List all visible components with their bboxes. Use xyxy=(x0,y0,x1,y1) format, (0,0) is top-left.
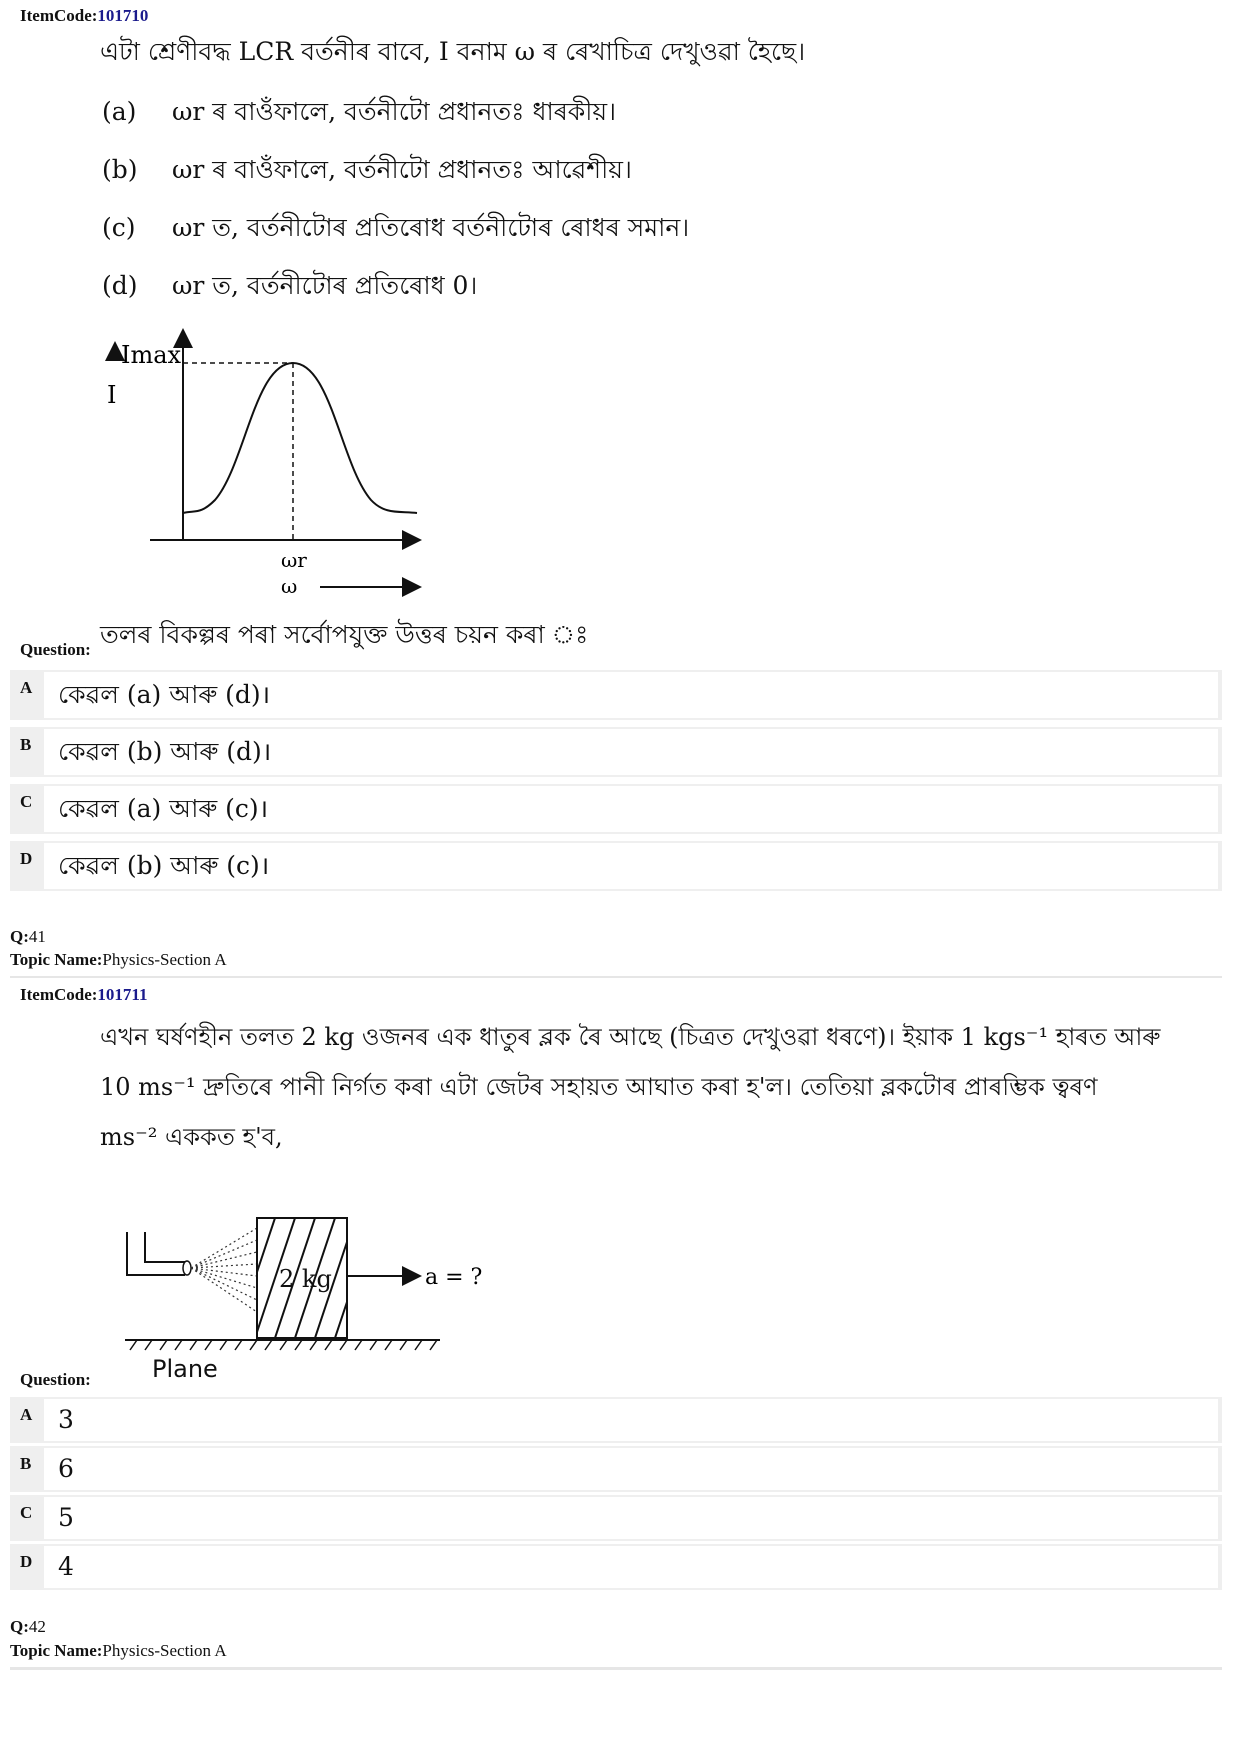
option-letter: D xyxy=(20,1552,33,1571)
omega-r-label: ωr xyxy=(281,548,307,572)
topic-label: Topic Name: xyxy=(10,1641,103,1660)
topic-label: Topic Name: xyxy=(10,950,103,969)
option-text: 3 xyxy=(44,1399,1218,1441)
statement-a-label: (a) xyxy=(102,97,137,126)
imax-label: Imax xyxy=(121,341,182,369)
option-c[interactable] xyxy=(10,784,1222,834)
question-instruction: তলৰ বিকল্পৰ পৰা সৰ্বোপযুক্ত উত্তৰ চয়ন কৰা ঃ xyxy=(100,620,589,649)
i-label: I xyxy=(107,381,117,409)
option-c[interactable] xyxy=(10,1495,1222,1541)
acceleration-label: a = ? xyxy=(425,1265,483,1290)
option-letter: A xyxy=(20,1405,33,1424)
option-text: কেৱল (a) আৰু (c)। xyxy=(44,786,1218,832)
question-stem xyxy=(100,1012,1210,1162)
option-text: 5 xyxy=(44,1497,1218,1539)
question-number xyxy=(10,927,46,947)
option-text: 4 xyxy=(44,1546,1218,1588)
stem-line: এখন ঘৰ্ষণহীন তলত 2 kg ওজনৰ এক ধাতুৰ ব্লক ৰৈ আছে (চিত্ৰত দেখুওৱা ধৰণে)। ইয়াক 1 kgs⁻¹ হাৰত আৰু xyxy=(100,1023,1161,1051)
option-letter: C xyxy=(20,792,33,811)
option-text: 6 xyxy=(44,1448,1218,1490)
topic-name xyxy=(10,950,227,970)
topic-value: Physics-Section A xyxy=(102,1641,227,1660)
item-code-value: 101711 xyxy=(97,985,148,1004)
option-d[interactable] xyxy=(10,841,1222,891)
q-number: 41 xyxy=(28,927,46,946)
item-code xyxy=(20,6,148,26)
statement-a-text: ωr ৰ বাওঁফালে, বৰ্তনীটো প্ৰধানতঃ ধাৰকীয়। xyxy=(172,97,617,126)
item-code-value: 101710 xyxy=(97,6,149,25)
option-letter: B xyxy=(20,1454,32,1473)
statement-b-label: (b) xyxy=(102,155,138,184)
option-text: কেৱল (b) আৰু (c)। xyxy=(44,843,1218,889)
item-code-label: ItemCode: xyxy=(20,6,98,25)
statement-c-text: ωr ত, বৰ্তনীটোৰ প্ৰতিৰোধ বৰ্তনীটোৰ ৰোধৰ সমান। xyxy=(172,213,690,242)
block-label: 2 kg xyxy=(279,1265,332,1293)
plane-label: Plane xyxy=(152,1355,218,1383)
statement-d-label: (d) xyxy=(102,271,138,300)
question-stem: এটা শ্ৰেণীবদ্ধ LCR বৰ্তনীৰ বাবে, I বনাম ω ৰ ৰেখাচিত্ৰ দেখুওৱা হৈছে। xyxy=(100,37,806,66)
stem-line: ms⁻² এককত হ'ব, xyxy=(100,1123,283,1151)
option-letter: C xyxy=(20,1503,33,1522)
statement-c-label: (c) xyxy=(102,213,136,242)
q-label: Q: xyxy=(10,927,29,946)
option-letter: B xyxy=(20,735,32,754)
option-text: কেৱল (a) আৰু (d)। xyxy=(44,672,1218,718)
item-code-label: ItemCode: xyxy=(20,985,98,1004)
option-d[interactable] xyxy=(10,1544,1222,1590)
option-b[interactable] xyxy=(10,1446,1222,1492)
resonance-curve xyxy=(183,363,417,513)
topic-value: Physics-Section A xyxy=(102,950,227,969)
topic-name xyxy=(10,1641,227,1661)
statement-d-text: ωr ত, বৰ্তনীটোৰ প্ৰতিৰোধ 0। xyxy=(172,271,478,300)
omega-label: ω xyxy=(281,574,298,598)
question-number xyxy=(10,1617,46,1637)
q-label: Q: xyxy=(10,1617,29,1636)
option-letter: A xyxy=(20,678,33,697)
option-text: কেৱল (b) আৰু (d)। xyxy=(44,729,1218,775)
nozzle xyxy=(183,1261,191,1275)
stem-line: 10 ms⁻¹ দ্ৰুতিৰে পানী নিৰ্গত কৰা এটা জেটৰ সহায়ত আঘাত কৰা হ'ল। তেতিয়া ব্লকটোৰ প্ৰাৰম্ভিক ত্বৰণ xyxy=(100,1073,1098,1101)
divider xyxy=(10,976,1222,978)
option-b[interactable] xyxy=(10,727,1222,777)
ground-hatching xyxy=(130,1340,437,1350)
resonance-curve-figure xyxy=(95,325,435,598)
question-label: Question: xyxy=(20,1370,91,1389)
option-letter: D xyxy=(20,849,33,868)
water-spray xyxy=(191,1228,257,1312)
divider xyxy=(10,1667,1222,1670)
pipe xyxy=(127,1232,185,1275)
question-label: Question: xyxy=(20,640,91,659)
item-code xyxy=(20,985,147,1005)
statement-b-text: ωr ৰ বাওঁফালে, বৰ্তনীটো প্ৰধানতঃ আৱেশীয়। xyxy=(172,155,632,184)
q-number: 42 xyxy=(28,1617,46,1636)
option-a[interactable] xyxy=(10,1397,1222,1443)
option-a[interactable] xyxy=(10,670,1222,720)
